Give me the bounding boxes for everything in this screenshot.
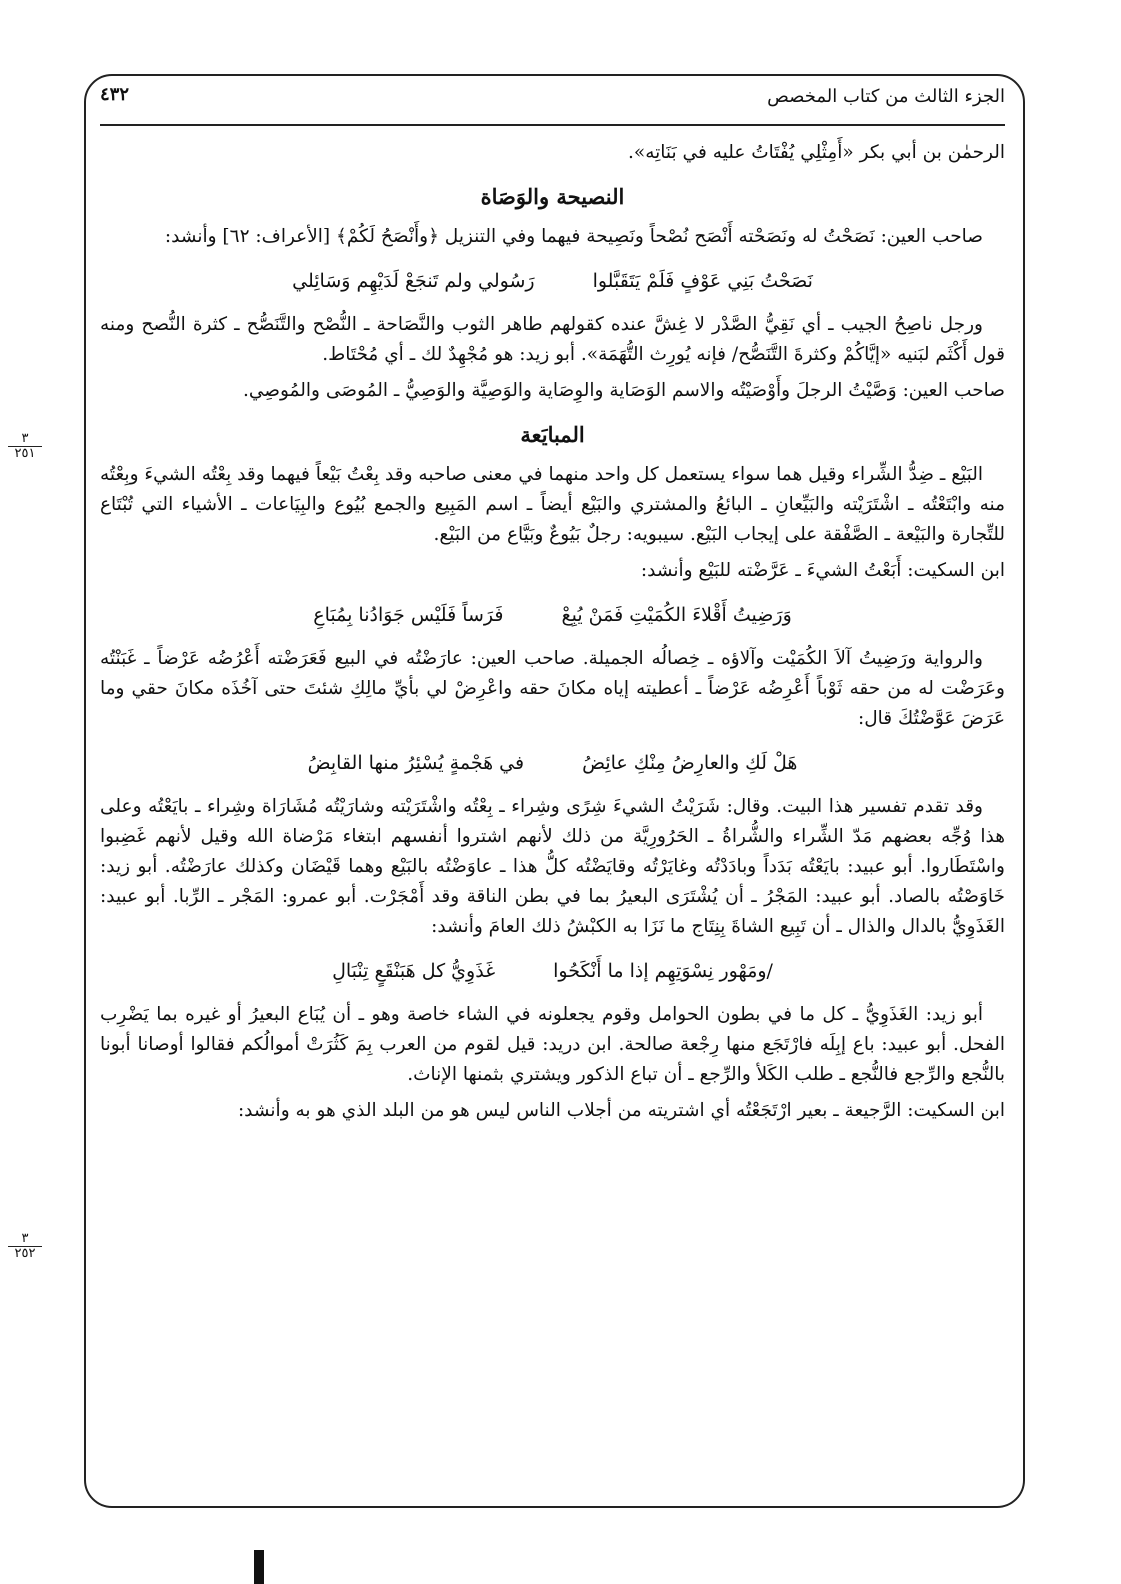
paragraph: صاحب العين: نَصَحْتُ له ونَصَحْته أَنْصَح نُصْحاً ونَصِيحة فيهما وفي التنزيل ﴿وأَنْصَحُ لَكُمْ﴾ [الأعراف: ٦٢] وأنشد:: [164, 226, 983, 247]
page-header: [100, 78, 1005, 122]
section-title-advice: النصيحة والوَصَاة: [480, 184, 625, 209]
verse: [100, 748, 1005, 778]
page-body: [100, 138, 1005, 1132]
paragraph: ابن السكيت: الرَّجيعة ـ بعير ارْتَجَعْتُه أي اشتريته من أجلاب الناس ليس هو من البلد الذي هو به وأنشد:: [237, 1100, 1005, 1121]
margin-note: [8, 1232, 42, 1261]
verse-second-hemistich: فَرَساً فَلَيْس جَوَادُنا بِمُبَاعِ: [313, 604, 504, 626]
page-number: ٤٣٢: [100, 84, 130, 105]
book-title: الجزء الثالث من كتاب المخصص: [767, 86, 1005, 107]
margin-note: [8, 432, 42, 461]
paragraph: والرواية ورَضِيتُ آلاَ الكُمَيْت وآلاؤه ـ خِصالُه الجميلة. صاحب العين: عارَضْتُه في البيع فَعَرَضْته أَعْرُضُه عَرْضاً ـ غَبَنْتُه وعَرَضْت له من حقه ثَوْباً أَعْرِضُه عَرْضاً ـ أعطيته إياه مكانَ حقه واعْرِضْ لي بأيِّ مالِكِ شئتَ حتى آخُذَه مكانَ حقي وما عَرَضَ عَوَّضْتُكَ قال:: [100, 648, 1005, 729]
paragraph: وقد تقدم تفسير هذا البيت. وقال: شَرَيْتُ الشيءَ شِرًى وشِراء ـ بِعْتُه واشْتَرَيْته وشارَيْتُه مُشَارَاة وشِراء ـ بايَعْتُه وعلى هذا وُجِّه بعضهم مَدّ الشِّراء والشُّراةُ ـ الحَرُورِيَّة من ذلك لأنهم اشتروا أنفسهم ابتغاء مَرْضاة الله وقيل لأنهم غَضِبوا واسْتَطَاروا. أبو عبيد: بايَعْتُه بَدَداً وبادَدْتُه وغايَرْتُه وقايَضْتُه كلُّ هذا ـ عاوَضْتُه بالبَيْع وهما قَيْضَان وكذلك عارَضْتُه. أبو زيد: خَاوَصْتُه بالصاد. أبو عبيد: المَجْرُ ـ أن يُشْتَرَى البعيرُ بما في بطن الناقة وقد أَمْجَرْت. أبو عمرو: المَجْر ـ الرِّبا. أبو عبيد: الغَذَوِيُّ بالدال والذال ـ أن تَبِيع الشاةَ بِنِتَاج ما نَزَا به الكبْشُ ذلك العامَ وأنشد:: [100, 796, 1005, 937]
verse-second-hemistich: في هَجْمةٍ يُسْئِرُ منها القابِضُ: [307, 752, 525, 774]
paragraph: البَيْع ـ ضِدُّ الشِّراء وقيل هما سواء يستعمل كل واحد منهما في معنى صاحبه وقد بِعْتُ بَيْعاً فيهما وقد بِعْتُه الشيءَ وبِعْتُه منه وابْتَعْتُه ـ اشْتَرَيْته والبَيِّعانِ ـ البائعُ والمشتري والبَيْع أيضاً ـ اسم المَبِيع والجمع بُيُوع والبِيَاعات ـ الأشياء التي تُبْتَاع للتِّجارة والبَيْعة ـ الصَّفْقة على إيجاب البَيْع. سيبويه: رجلٌ بَيُوعٌ وبَيَّاع من البَيْع.: [100, 464, 1005, 545]
margin-note-volume: ٣: [8, 1232, 42, 1247]
margin-note-volume: ٣: [8, 432, 42, 447]
verse-first-hemistich: هَلْ لَكِ والعارِضُ مِنْكِ عائِضُ: [582, 752, 798, 774]
header-rule: [100, 124, 1005, 126]
verse-second-hemistich: رَسُولي ولم تَنجَعْ لَدَيْهِم وَسَائِلي: [292, 270, 535, 292]
verse-second-hemistich: غَذَوِيُّ كل هَبَنْقَعٍ تِنْبَالِ: [332, 960, 496, 982]
intro-line: الرحمٰن بن أبي بكر «أَمِثْلِي يُفْتَاتُ عليه في بَنَاتِه».: [628, 142, 1005, 163]
verse-first-hemistich: وَرَضِيتُ أَقْلاءَ الكُمَيْتِ فَمَنْ يُبِعْ: [561, 604, 792, 626]
verse-first-hemistich: /ومَهْور نِسْوَتِهِم إذا ما أَنْكَحُوا: [553, 960, 773, 982]
paragraph: ورجل ناصِحُ الجيب ـ أي نَقِيُّ الصَّدْر لا غِشَّ عنده كقولهم طاهر الثوب والنَّصَاحة ـ النُّصْح والتَّنَصُّح ـ كثرة النُّصح ومنه قول أَكْثَم لبَنيه «إيَّاكُمْ وكثرةَ التَّنَصُّح/ فإنه يُورِث التُّهَمَة». أبو زيد: هو مُجْهِدٌ لك ـ أي مُحْتَاط.: [100, 314, 1005, 365]
paragraph: ابن السكيت: أَبَعْتُ الشيءَ ـ عَرَّضْته للبَيْع وأنشد:: [640, 560, 1005, 581]
margin-note-page: ٢٥٢: [14, 1246, 36, 1261]
verse: [100, 600, 1005, 630]
margin-note-page: ٢٥١: [14, 446, 36, 461]
scan-edge-marker: [254, 1550, 264, 1584]
verse: [100, 266, 1005, 296]
section-title-sale: المبايَعة: [520, 422, 585, 447]
paragraph: أبو زيد: الغَذَوِيُّ ـ كل ما في بطون الحوامل وقوم يجعلونه في الشاء خاصة وهو ـ أن يُبَاع البعيرُ أو غيره بما يَضْرِب الفحل. أبو عبيد: باع إبِلَه فارْتَجَع منها رِجْعة صالحة. ابن دريد: قيل لقوم من العرب بِمَ كَثُرَتْ أموالُكم فقالوا أوصانا أبونا بالنُّجع والرِّجع فالنُّجع ـ طلب الكَلأ والرِّجع ـ أن تباع الذكور ويشتري بثمنها الإناث.: [100, 1004, 1005, 1085]
verse: [100, 956, 1005, 986]
paragraph: صاحب العين: وَصَّيْتُ الرجلَ وأَوْصَيْتُه والاسم الوَصَاية والوِصَاية والوَصِيَّة والوَصِيُّ ـ المُوصَى والمُوصِي.: [242, 380, 1005, 401]
verse-first-hemistich: نَصَحْتُ بَنِي عَوْفٍ فَلَمْ يَتَقَبَّلوا: [592, 270, 813, 292]
